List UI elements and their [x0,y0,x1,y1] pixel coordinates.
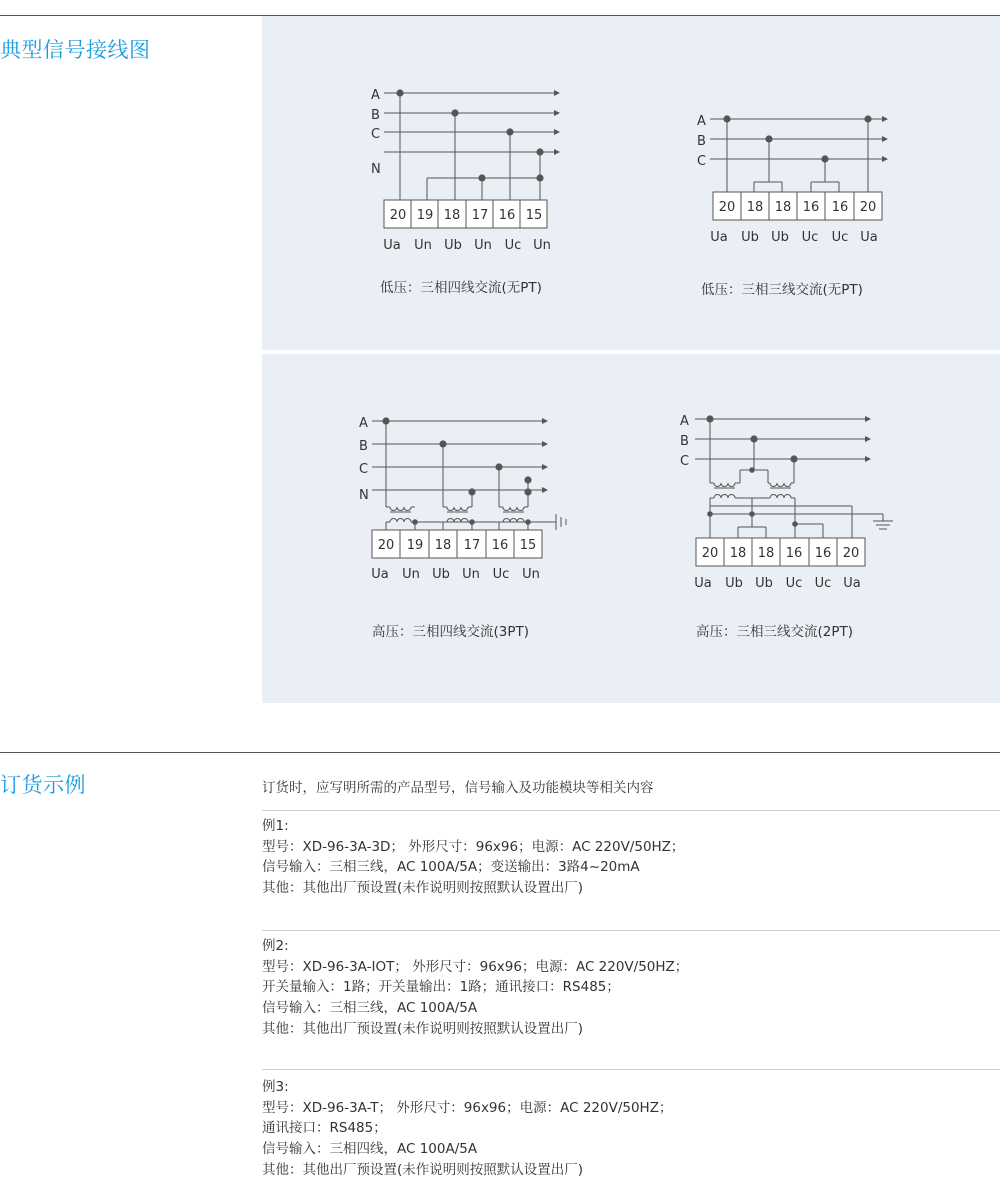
diagram-lv-3wire [690,108,905,248]
signal-label: Ua [383,238,401,253]
example-label: 例2: [262,938,289,954]
signal-label: Un [402,567,420,582]
signal-label: Uc [492,567,510,582]
signal-label: Ub [741,230,759,245]
order-intro: 订货时，应写明所需的产品型号，信号输入及功能模块等相关内容 [262,780,654,796]
terminal-number: 20 [389,208,407,223]
phase-label: B [697,134,706,149]
terminal-number: 17 [463,538,481,553]
phase-label: N [371,162,381,177]
signal-label: Ua [710,230,728,245]
order-example-3 [262,1077,672,1181]
signal-label: Ua [694,576,712,591]
diagram-hv-3wire-2pt [672,408,900,593]
example-divider [262,810,1000,811]
diagram-lv-4wire [362,80,572,260]
terminal-number: 19 [406,538,424,553]
example-label: 例1: [262,818,289,834]
terminal-number: 20 [842,546,860,561]
phase-label: B [371,108,380,123]
order-example-2 [262,936,688,1040]
terminal-number: 16 [785,546,803,561]
phase-label: C [371,127,381,142]
example-divider [262,1069,1000,1070]
example-label: 例3: [262,1079,289,1095]
signal-label: Uc [785,576,803,591]
example-line: 信号输入：三相四线，AC 100A/5A [262,1141,478,1158]
terminal-number: 16 [802,200,820,215]
phase-label: N [359,488,369,503]
phase-label: B [680,434,689,449]
phase-label: C [359,462,369,477]
signal-label: Ub [444,238,462,253]
signal-label: Un [414,238,432,253]
signal-label: Uc [504,238,522,253]
terminal-number: 18 [746,200,764,215]
terminal-number: 16 [814,546,832,561]
wiring-section-title: 典型信号接线图 [0,38,151,62]
diagram-caption: 高压：三相三线交流(2PT) [696,624,854,640]
terminal-number: 16 [498,208,516,223]
terminal-number: 17 [471,208,489,223]
signal-label: Ub [755,576,773,591]
order-section-title: 订货示例 [0,773,86,797]
terminal-number: 15 [525,208,543,223]
diagram-caption: 低压：三相四线交流(无PT) [380,280,542,296]
terminal-number: 16 [491,538,509,553]
example-line: 其他：其他出厂预设置(未作说明则按照默认设置出厂) [262,1161,584,1178]
terminal-number: 16 [831,200,849,215]
signal-label: Ub [432,567,450,582]
signal-label: Un [533,238,551,253]
signal-label: Un [474,238,492,253]
example-line: 通讯接口：RS485； [262,1120,387,1137]
phase-label: B [359,439,368,454]
diagram-caption: 高压：三相四线交流(3PT) [372,624,530,640]
order-divider [0,752,1000,753]
terminal-number: 18 [729,546,747,561]
terminal-number: 20 [718,200,736,215]
terminal-number: 15 [519,538,537,553]
signal-label: Ua [860,230,878,245]
diagram-caption: 低压：三相三线交流(无PT) [701,282,863,298]
diagram-hv-4wire-3pt [352,408,577,588]
signal-label: Uc [814,576,832,591]
phase-label: A [697,114,706,129]
phase-label: A [680,414,689,429]
signal-label: Un [522,567,540,582]
terminal-number: 18 [434,538,452,553]
terminal-number: 18 [757,546,775,561]
example-line: 信号输入：三相三线，AC 100A/5A [262,1000,478,1017]
phase-label: C [697,154,707,169]
signal-label: Ub [771,230,789,245]
phase-label: C [680,454,690,469]
example-line: 其他：其他出厂预设置(未作说明则按照默认设置出厂) [262,880,584,897]
example-line: 开关量输入：1路；开关量输出：1路；通讯接口：RS485； [262,979,620,996]
phase-label: A [371,88,380,103]
example-line: 其他：其他出厂预设置(未作说明则按照默认设置出厂) [262,1020,584,1037]
example-line: 型号：XD-96-3A-3D； 外形尺寸：96x96；电源：AC 220V/50HZ； [262,838,685,855]
example-line: 型号：XD-96-3A-IOT； 外形尺寸：96x96；电源：AC 220V/50HZ； [262,958,689,975]
order-example-1 [262,816,684,899]
terminal-number: 20 [377,538,395,553]
signal-label: Uc [831,230,849,245]
signal-label: Ub [725,576,743,591]
signal-label: Ua [371,567,389,582]
phase-label: A [359,416,368,431]
terminal-number: 18 [774,200,792,215]
terminal-number: 20 [859,200,877,215]
terminal-number: 18 [443,208,461,223]
signal-label: Uc [801,230,819,245]
terminal-number: 20 [701,546,719,561]
signal-label: Un [462,567,480,582]
example-line: 型号：XD-96-3A-T； 外形尺寸：96x96；电源：AC 220V/50HZ； [262,1099,673,1116]
example-line: 信号输入：三相三线，AC 100A/5A；变送输出：3路4~20mA [262,859,640,876]
signal-label: Ua [843,576,861,591]
terminal-number: 19 [416,208,434,223]
example-divider [262,930,1000,931]
